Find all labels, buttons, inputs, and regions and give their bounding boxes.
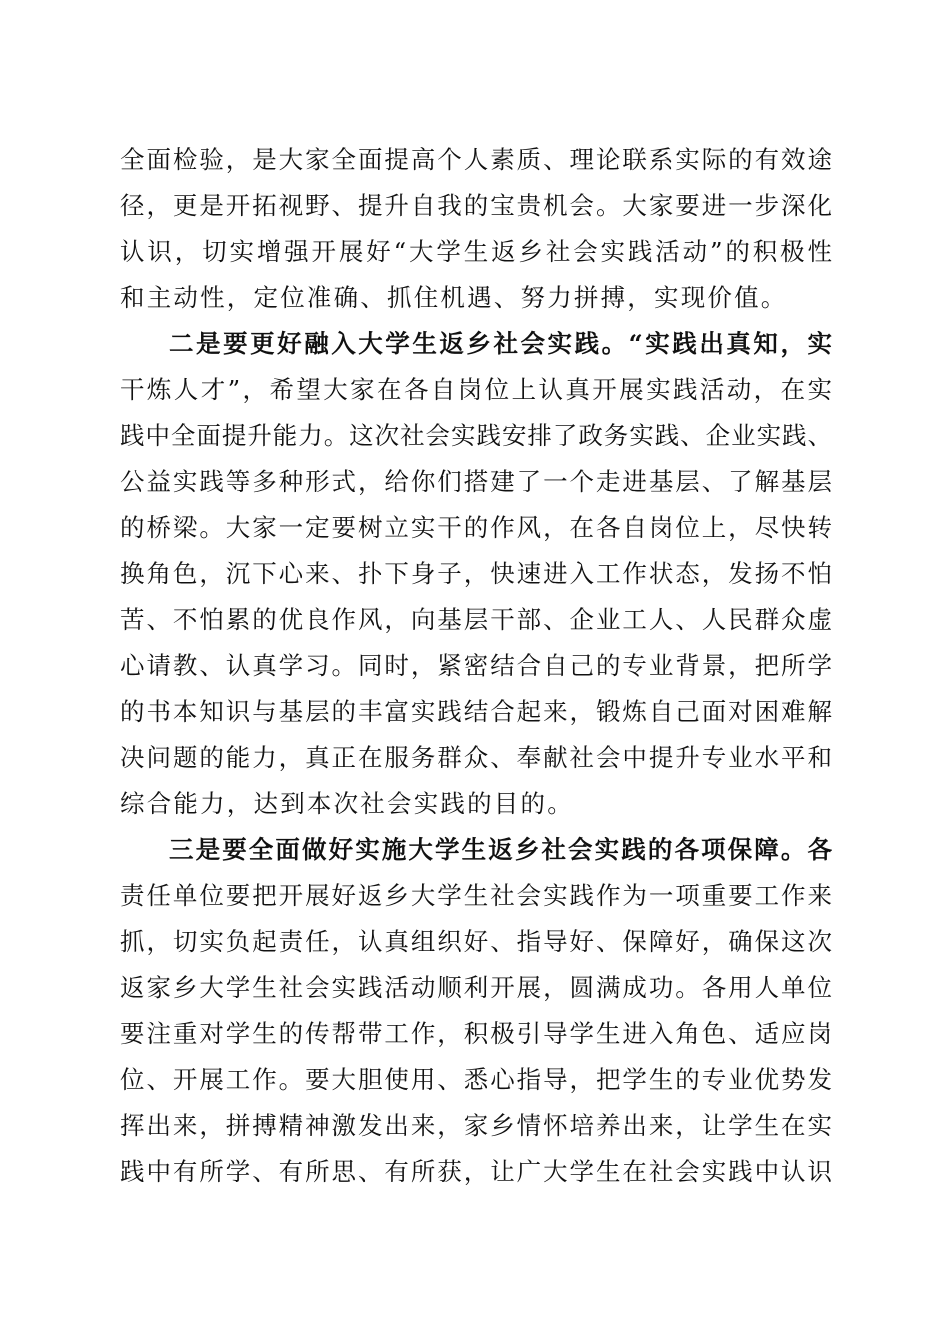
text-line: 决问题的能力，真正在服务群众、奉献社会中提升专业水平和 xyxy=(120,743,832,772)
text-line: 和主动性，定位准确、抓住机遇、努力拼搏，实现价值。 xyxy=(120,283,788,312)
text-line: 践中有所学、有所思、有所获，让广大学生在社会实践中认识 xyxy=(120,1157,832,1186)
text-line: 干炼人才”，希望大家在各自岗位上认真开展实践活动，在实 xyxy=(120,375,832,404)
text-line: 抓，切实负起责任，认真组织好、指导好、保障好，确保这次 xyxy=(120,927,832,956)
text-line: 挥出来，拼搏精神激发出来，家乡情怀培养出来，让学生在实 xyxy=(120,1111,832,1140)
text-line: 换角色，沉下心来、扑下身子，快速进入工作状态，发扬不怕 xyxy=(120,559,832,588)
text-line: 全面检验，是大家全面提高个人素质、理论联系实际的有效途 xyxy=(120,145,832,174)
text-line: 的桥梁。大家一定要树立实干的作风，在各自岗位上，尽快转 xyxy=(120,513,832,542)
text-line: 认识，切实增强开展好“大学生返乡社会实践活动”的积极性 xyxy=(120,237,832,266)
text-line: 公益实践等多种形式，给你们搭建了一个走进基层、了解基层 xyxy=(120,467,832,496)
section-heading-line: 三是要全面做好实施大学生返乡社会实践的各项保障。各 xyxy=(169,835,832,864)
text-line: 践中全面提升能力。这次社会实践安排了政务实践、企业实践、 xyxy=(120,421,832,450)
text-line: 返家乡大学生社会实践活动顺利开展，圆满成功。各用人单位 xyxy=(120,973,832,1002)
text-line: 要注重对学生的传帮带工作，积极引导学生进入角色、适应岗 xyxy=(120,1019,832,1048)
text-line: 责任单位要把开展好返乡大学生社会实践作为一项重要工作来 xyxy=(120,881,832,910)
text-line: 心请教、认真学习。同时，紧密结合自己的专业背景，把所学 xyxy=(120,651,832,680)
section-heading-line: 二是要更好融入大学生返乡社会实践。“实践出真知，实 xyxy=(169,329,832,358)
text-line: 苦、不怕累的优良作风，向基层干部、企业工人、人民群众虚 xyxy=(120,605,832,634)
text-line: 位、开展工作。要大胆使用、悉心指导，把学生的专业优势发 xyxy=(120,1065,832,1094)
text-line: 综合能力，达到本次社会实践的目的。 xyxy=(120,789,574,818)
text-line: 的书本知识与基层的丰富实践结合起来，锻炼自己面对困难解 xyxy=(120,697,832,726)
text-line: 径，更是开拓视野、提升自我的宝贵机会。大家要进一步深化 xyxy=(120,191,832,220)
